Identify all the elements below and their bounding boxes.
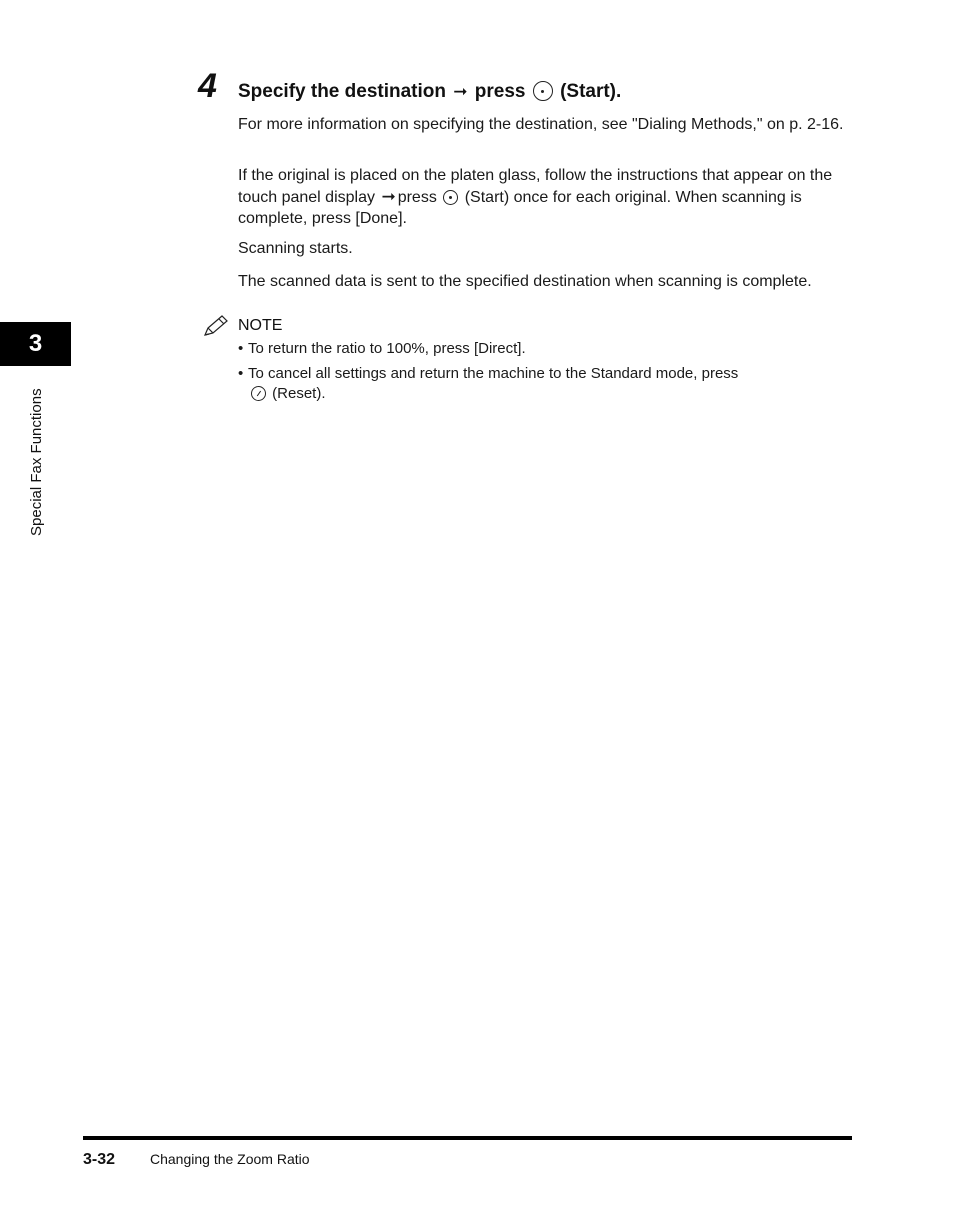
chapter-title-vertical: Special Fax Functions: [28, 388, 45, 536]
bullet-dot: •: [238, 340, 244, 357]
step-title-press: press: [474, 81, 526, 102]
start-button-icon: [443, 190, 458, 205]
bullet-text: To cancel all settings and return the machine to the Standard mode, press: [248, 365, 739, 382]
platen-glass-paragraph: [238, 165, 850, 229]
scanned-data-text: The scanned data is sent to the specified destination when scanning is complete.: [238, 273, 812, 290]
step-title-text: Specify the destination: [238, 81, 446, 102]
arrow-icon: ➞: [453, 82, 468, 101]
note-bullet-item: [238, 339, 818, 359]
page-number: 3-32: [83, 1151, 116, 1168]
bullet-continuation: [238, 384, 818, 404]
chapter-tab: 3: [0, 322, 71, 366]
bullet-text-reset: (Reset).: [272, 385, 326, 402]
platen-text-2: (Start) once for each original. When scanning is complete, press [Done].: [238, 189, 802, 227]
bullet-dot: •: [238, 365, 244, 382]
pencil-note-icon: [202, 314, 232, 338]
platen-text-1: If the original is placed on the platen glass, follow the instructions that appear on the touch panel display: [238, 167, 833, 206]
step-title-start: (Start).: [560, 81, 622, 102]
scanning-starts-text: Scanning starts.: [238, 240, 353, 257]
bullet-text: To return the ratio to 100%, press [Direct].: [248, 340, 526, 357]
footer-section-title: Changing the Zoom Ratio: [150, 1151, 310, 1167]
note-bullet-item: [238, 364, 818, 404]
destination-info-paragraph: For more information on specifying the destination, see "Dialing Methods," on p. 2-16.: [238, 116, 844, 133]
platen-text-press: press: [397, 189, 437, 206]
start-button-icon: [533, 81, 553, 101]
step-title: [238, 79, 621, 105]
arrow-icon: ➞: [381, 187, 396, 206]
note-label: NOTE: [238, 317, 283, 334]
reset-button-icon: [251, 386, 266, 401]
footer-divider: [83, 1136, 852, 1140]
step-number: 4: [198, 67, 217, 105]
